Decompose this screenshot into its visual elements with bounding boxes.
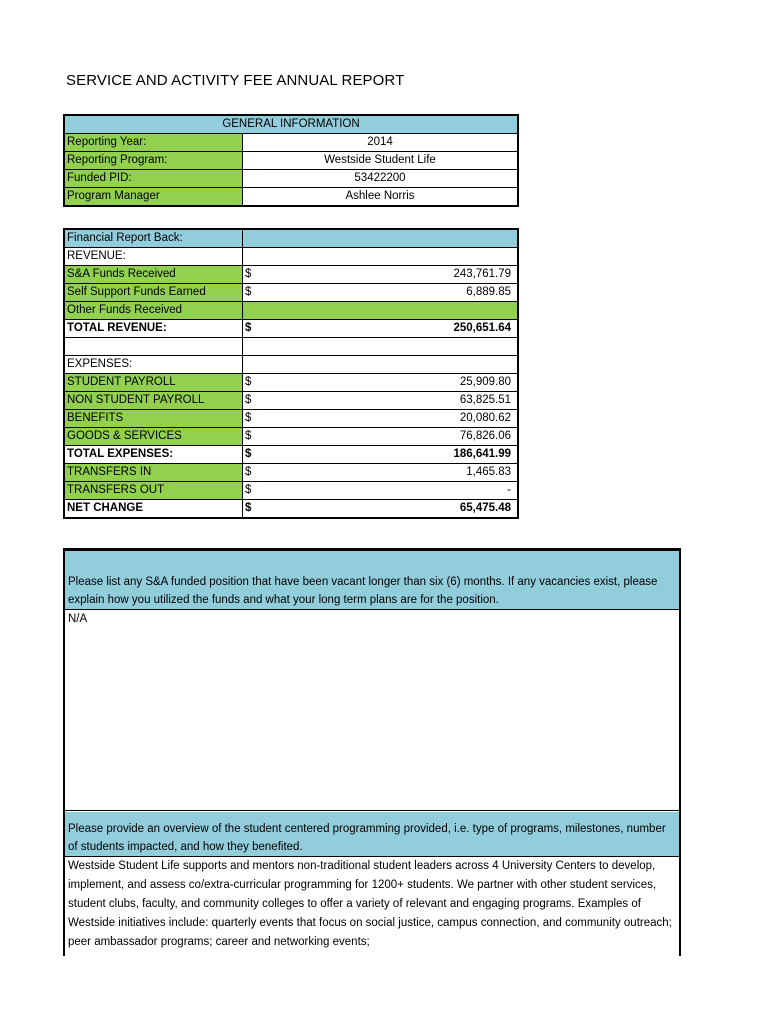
non-student-payroll-value: $ 63,825.51 (243, 392, 519, 410)
transfers-out-value: $ - (243, 482, 519, 500)
reporting-year-label: Reporting Year: (64, 134, 243, 152)
programming-overview-question-box (63, 812, 681, 956)
sa-funds-value: $ 243,761.79 (243, 266, 519, 284)
programming-overview-answer[interactable]: Westside Student Life supports and mentors non-traditional student leaders across 4 University Centers to develop, implement, and assess co/extra-curricular programming for 1200+ students. We partner with other student services, student clubs, faculty, and community colleges to offer a variety of relevant and engaging programs. Examples of Westside initiatives include: quarterly events that focus on social justice, campus connection, and community outreach; peer ambassador programs; career and networking events; (68, 860, 672, 948)
total-expenses-value: $ 186,641.99 (243, 446, 519, 464)
benefits-label: BENEFITS (64, 410, 243, 428)
vacant-positions-question-box (63, 548, 681, 815)
reporting-program-label: Reporting Program: (64, 152, 243, 170)
total-expenses-label: TOTAL EXPENSES: (64, 446, 243, 464)
reporting-program-value: Westside Student Life (243, 152, 519, 170)
net-change-label: NET CHANGE (64, 500, 243, 519)
sa-funds-label: S&A Funds Received (64, 266, 243, 284)
revenue-label: REVENUE: (64, 248, 243, 266)
transfers-in-value: $ 1,465.83 (243, 464, 519, 482)
vacant-positions-prompt: Please list any S&A funded position that have been vacant longer than six (6) months. If any vacancies exist, please explain how you utilized the funds and what your long term plans are for the position. (65, 551, 679, 610)
general-information-header: GENERAL INFORMATION (64, 115, 518, 134)
funded-pid-value: 53422200 (243, 170, 519, 188)
transfers-in-label: TRANSFERS IN (64, 464, 243, 482)
program-manager-value: Ashlee Norris (243, 188, 519, 207)
total-revenue-value: $ 250,651.64 (243, 320, 519, 338)
financial-report-header-blank (243, 229, 519, 248)
net-change-value: $ 65,475.48 (243, 500, 519, 519)
self-support-label: Self Support Funds Earned (64, 284, 243, 302)
non-student-payroll-label: NON STUDENT PAYROLL (64, 392, 243, 410)
financial-report-table (63, 228, 519, 519)
total-revenue-label: TOTAL REVENUE: (64, 320, 243, 338)
benefits-value: $ 20,080.62 (243, 410, 519, 428)
vacant-positions-answer[interactable]: N/A (65, 610, 679, 811)
other-funds-label: Other Funds Received (64, 302, 243, 320)
self-support-value: $ 6,889.85 (243, 284, 519, 302)
funded-pid-label: Funded PID: (64, 170, 243, 188)
transfers-out-label: TRANSFERS OUT (64, 482, 243, 500)
other-funds-value (243, 302, 519, 320)
report-title: SERVICE AND ACTIVITY FEE ANNUAL REPORT (66, 72, 405, 89)
programming-overview-prompt: Please provide an overview of the student centered programming provided, i.e. type of programs, milestones, number of students impacted, and how they benefited. (65, 812, 679, 857)
program-manager-label: Program Manager (64, 188, 243, 207)
reporting-year-value: 2014 (243, 134, 519, 152)
goods-services-label: GOODS & SERVICES (64, 428, 243, 446)
financial-report-header: Financial Report Back: (64, 229, 243, 248)
goods-services-value: $ 76,826.06 (243, 428, 519, 446)
student-payroll-value: $ 25,909.80 (243, 374, 519, 392)
general-information-table (63, 114, 519, 207)
expenses-label: EXPENSES: (64, 356, 243, 374)
spacer-row (64, 338, 243, 356)
student-payroll-label: STUDENT PAYROLL (64, 374, 243, 392)
